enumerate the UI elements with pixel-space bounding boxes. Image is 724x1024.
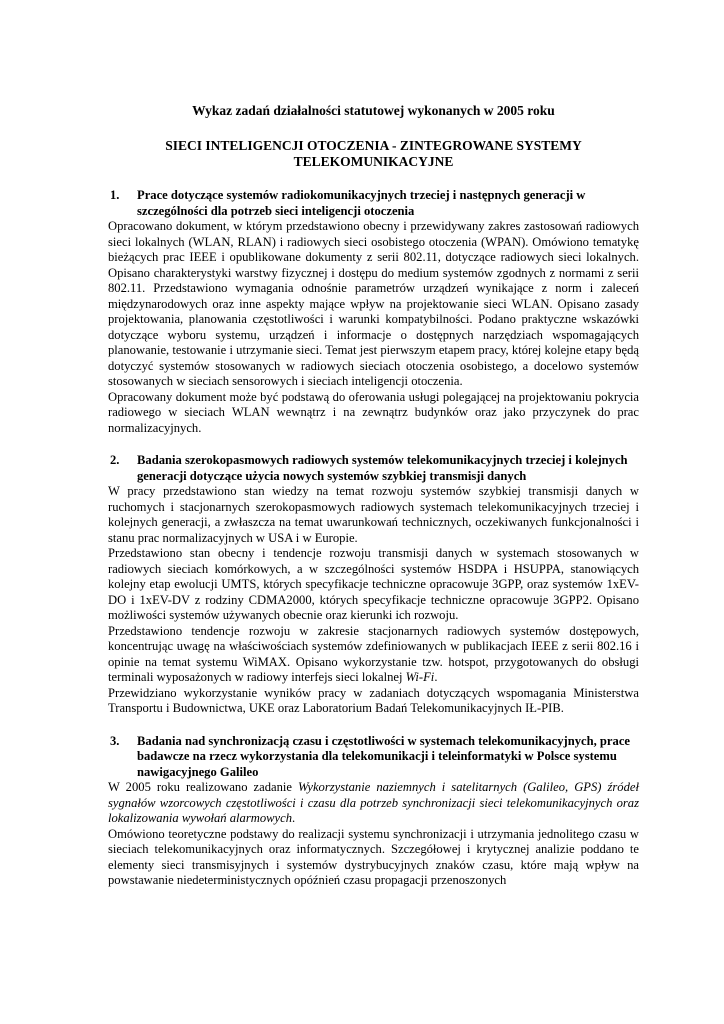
paragraph: Omówiono teoretyczne podstawy do realizacji systemu synchronizacji i utrzymania jednolitego czasu w sieciach telekomunikacyjnych oraz informatycznych. Szczegółowej i krytycznej analizie poddano te elementy sieci transmisyjnych i systemów dystrybucyjnych znaków czasu, które mają wpływ na powstawanie niedeterministycznych opóźnień czasu propagacji przenoszonych [108,826,639,887]
document-title: Wykaz zadań działalności statutowej wykonanych w 2005 roku [192,103,555,118]
section-number: 3. [110,733,120,748]
section-title: Badania szerokopasmowych radiowych systemów telekomunikacyjnych trzeciej i kolejnych generacji dotyczące użycia nowych systemów szybkiej transmisji danych [137,453,628,483]
paragraph: Przewidziano wykorzystanie wyników pracy w zadaniach dotyczących wspomagania Ministerstwa Transportu i Budownictwa, UKE oraz Laboratorium Badań Telekomunikacyjnych IŁ-PIB. [108,685,639,715]
paragraph-end: . [434,670,438,684]
paragraph: W pracy przedstawiono stan wiedzy na temat rozwoju systemów szybkiej transmisji danych w ruchomych i stacjonarnych szerokopasmowych radiowych systemach telekomunikacyjnych trzeciej i kolejnych generacji, a zwłaszcza na temat uwarunkowań technicznych, oczekiwanych funkcjonalności i stanu prac normalizacyjnych w USA i w Europie. [108,484,639,545]
paragraph [108,780,639,827]
paragraph-text: Przedstawiono tendencje rozwoju w zakresie stacjonarnych radiowych systemów dostępowych, koncentrując uwagę na właściwościach systemów zdefiniowanych w publikacjach IEEE z serii 802.16 i opinie na temat systemu WiMAX. Opisano wykorzystanie tzw. hotspot, przygotowanych do obsługi terminali wyposażonych w radiowy interfejs sieci lokalnej [108,623,639,684]
document-page [108,103,639,906]
section-number: 1. [110,188,120,202]
section-3 [108,734,639,889]
section-title: Badania nad synchronizacją czasu i częstotliwości w systemach telekomunikacyjnych, prace badawcze na rzecz wykorzystania dla telekomunikacji i teleinformatyki w Polsce systemu nawigacyjnego Galileo [137,733,631,779]
section-heading [108,188,639,219]
section-1 [108,188,639,436]
paragraph-text: W 2005 roku realizowano zadanie [108,780,299,794]
section-2 [108,453,639,717]
paragraph: Opracowany dokument może być podstawą do oferowania usługi polegającej na projektowaniu pokrycia radiowego w sieciach WLAN wewnątrz i na zewnątrz budynków oraz jako przyczynek do prac normalizacyjnych. [108,389,639,435]
document-subtitle: SIECI INTELIGENCJI OTOCZENIA - ZINTEGROWANE SYSTEMY TELEKOMUNIKACYJNE [165,138,582,169]
paragraph [108,624,639,686]
section-number: 2. [110,453,120,467]
paragraph-end: . [292,811,296,825]
paragraph: Przedstawiono stan obecny i tendencje rozwoju transmisji danych w systemach stosowanych w radiowych sieciach komórkowych, a w szczególności systemów HSDPA i HSUPPA, stanowiących kolejny etap ewolucji UMTS, których specyfikacje techniczne opracowuje 3GPP, oraz systemów 1xEV-DO i 1xEV-DV z rodziny CDMA2000, których specyfikacje techniczne opracowuje 3GPP2. Opisano możliwości systemów używanych obecnie oraz kierunki ich rozwoju. [108,546,639,622]
task-title: Wykorzystanie naziemnych i satelitarnych (Galileo, GPS) źródeł sygnałów wzorcowych częstotliwości i czasu dla potrzeb synchronizacji sieci telekomunikacyjnych oraz lokalizowania wywołań alarmowych [108,780,639,825]
section-heading [108,734,639,781]
section-heading [108,453,639,484]
section-title: Prace dotyczące systemów radiokomunikacyjnych trzeciej i następnych generacji w szczególności dla potrzeb sieci inteligencji otoczenia [137,188,586,218]
wifi-term: Wi-Fi [405,670,435,684]
paragraph: Opracowano dokument, w którym przedstawiono obecny i przewidywany zakres zastosowań radiowych sieci lokalnych (WLAN, RLAN) i radiowych sieci osobistego otoczenia (WPAN). Omówiono tematykę bieżących prac IEEE i opublikowane dokumenty z serii 802.11, dotyczące radiowych sieci lokalnych. Opisano charakterystyki warstwy fizycznej i dostępu do medium systemów zgodnych z normami z serii 802.11. Przedstawiono wymagania odnośnie parametrów urządzeń wynikające z norm i zaleceń międzynarodowych oraz inne aspekty mające wpływ na projektowanie sieci WLAN. Opisano zasady projektowania, planowania częstotliwości i warunki kompatybilności. Podano praktyczne wskazówki dotyczące wyboru systemu, urządzeń i informacje o dostępnych narzędziach wspomagających planowanie, testowanie i utrzymanie sieci. Temat jest pierwszym etapem pracy, której kolejne etapy będą dotyczyć systemów stosowanych w radiowych sieciach otoczenia osobistego, a docelowo systemów stosowanych w sieciach sensorowych i sieciach inteligencji otoczenia. [108,219,639,388]
